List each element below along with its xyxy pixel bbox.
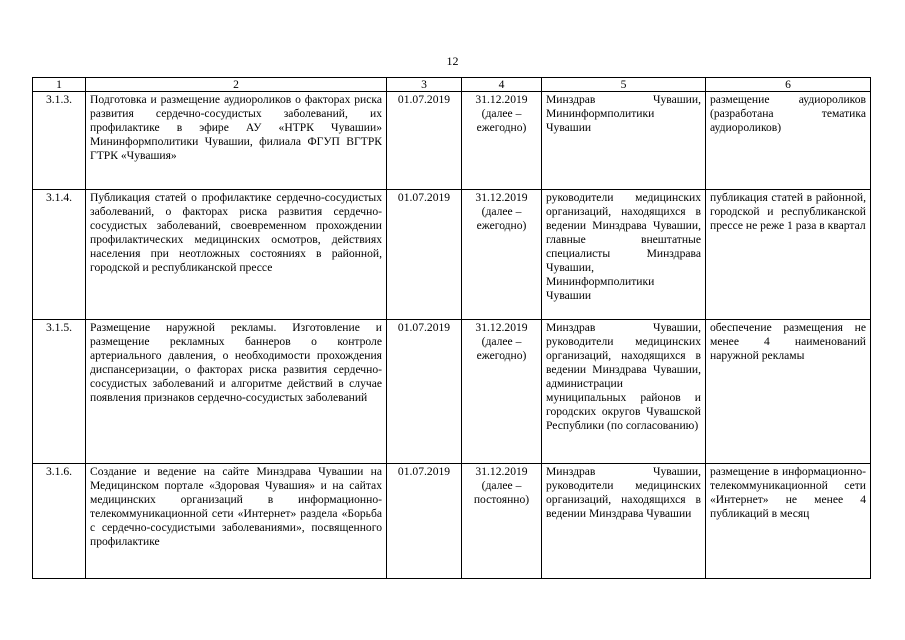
column-header: 1 <box>33 78 86 92</box>
activity-cell: Создание и ведение на сайте Минздрава Чувашии на Медицинском портале «Здоровая Чувашия» и на сайтах медицинских организаций в информационно-телекоммуникационной сети «Интернет» раздела «Борьба с сердечно-сосудистыми заболеваниями», посвященного профилактике <box>86 464 387 579</box>
column-header: 4 <box>462 78 542 92</box>
activity-cell: Размещение наружной рекламы. Изготовление и размещение рекламных баннеров о контроле артериального давления, о необходимости прохождения диспансеризации, о факторах риска развития сердечно-сосудистых заболеваний и алгоритме действий в случае появления признаков сердечно-сосудистых заболеваний <box>86 320 387 464</box>
measures-table <box>32 77 871 579</box>
table-row <box>33 190 871 320</box>
item-number: 3.1.5. <box>33 320 86 464</box>
activity-cell: Публикация статей о профилактике сердечно-сосудистых заболеваний, о факторах риска развития сердечно-сосудистых заболеваний, своевременном прохождении профилактических медицинских осмотров, действиях населения при неотложных состояниях в районной, городской и республиканской прессе <box>86 190 387 320</box>
start-date-cell: 01.07.2019 <box>387 190 462 320</box>
item-number: 3.1.6. <box>33 464 86 579</box>
result-cell: обеспечение размещения не менее 4 наименований наружной рекламы <box>706 320 871 464</box>
executors-cell: Минздрав Чувашии, Мининформполитики Чувашии <box>542 92 706 190</box>
column-header: 3 <box>387 78 462 92</box>
result-cell: размещение аудиороликов (разработана тематика аудиороликов) <box>706 92 871 190</box>
end-date-cell: 31.12.2019 (далее – ежегодно) <box>462 92 542 190</box>
result-cell: публикация статей в районной, городской и республиканской прессе не реже 1 раза в квартал <box>706 190 871 320</box>
end-date-cell: 31.12.2019 (далее – ежегодно) <box>462 320 542 464</box>
column-header: 6 <box>706 78 871 92</box>
result-cell: размещение в информационно-телекоммуникационной сети «Интернет» не менее 4 публикаций в месяц <box>706 464 871 579</box>
end-date-cell: 31.12.2019 (далее – ежегодно) <box>462 190 542 320</box>
item-number: 3.1.4. <box>33 190 86 320</box>
table-row <box>33 320 871 464</box>
table-row <box>33 92 871 190</box>
activity-cell: Подготовка и размещение аудиороликов о факторах риска развития сердечно-сосудистых заболеваний, их профилактике в эфире АУ «НТРК Чувашии» Мининформполитики Чувашии, филиала ФГУП ВГТРК ГТРК «Чувашия» <box>86 92 387 190</box>
executors-cell: Минздрав Чувашии, руководители медицинских организаций, находящихся в ведении Минздрава Чувашии <box>542 464 706 579</box>
start-date-cell: 01.07.2019 <box>387 320 462 464</box>
page-number: 12 <box>446 54 459 68</box>
item-number: 3.1.3. <box>33 92 86 190</box>
table-row <box>33 464 871 579</box>
end-date-cell: 31.12.2019 (далее – постоянно) <box>462 464 542 579</box>
column-header: 5 <box>542 78 706 92</box>
column-header: 2 <box>86 78 387 92</box>
executors-cell: Минздрав Чувашии, руководители медицинских организаций, находящихся в ведении Минздрава Чувашии, администрации муниципальных районов и городских округов Чувашской Республики (по согласованию) <box>542 320 706 464</box>
start-date-cell: 01.07.2019 <box>387 92 462 190</box>
table-header-row <box>33 78 871 92</box>
executors-cell: руководители медицинских организаций, находящихся в ведении Минздрава Чувашии, главные внештатные специалисты Минздрава Чувашии, Мининформполитики Чувашии <box>542 190 706 320</box>
start-date-cell: 01.07.2019 <box>387 464 462 579</box>
